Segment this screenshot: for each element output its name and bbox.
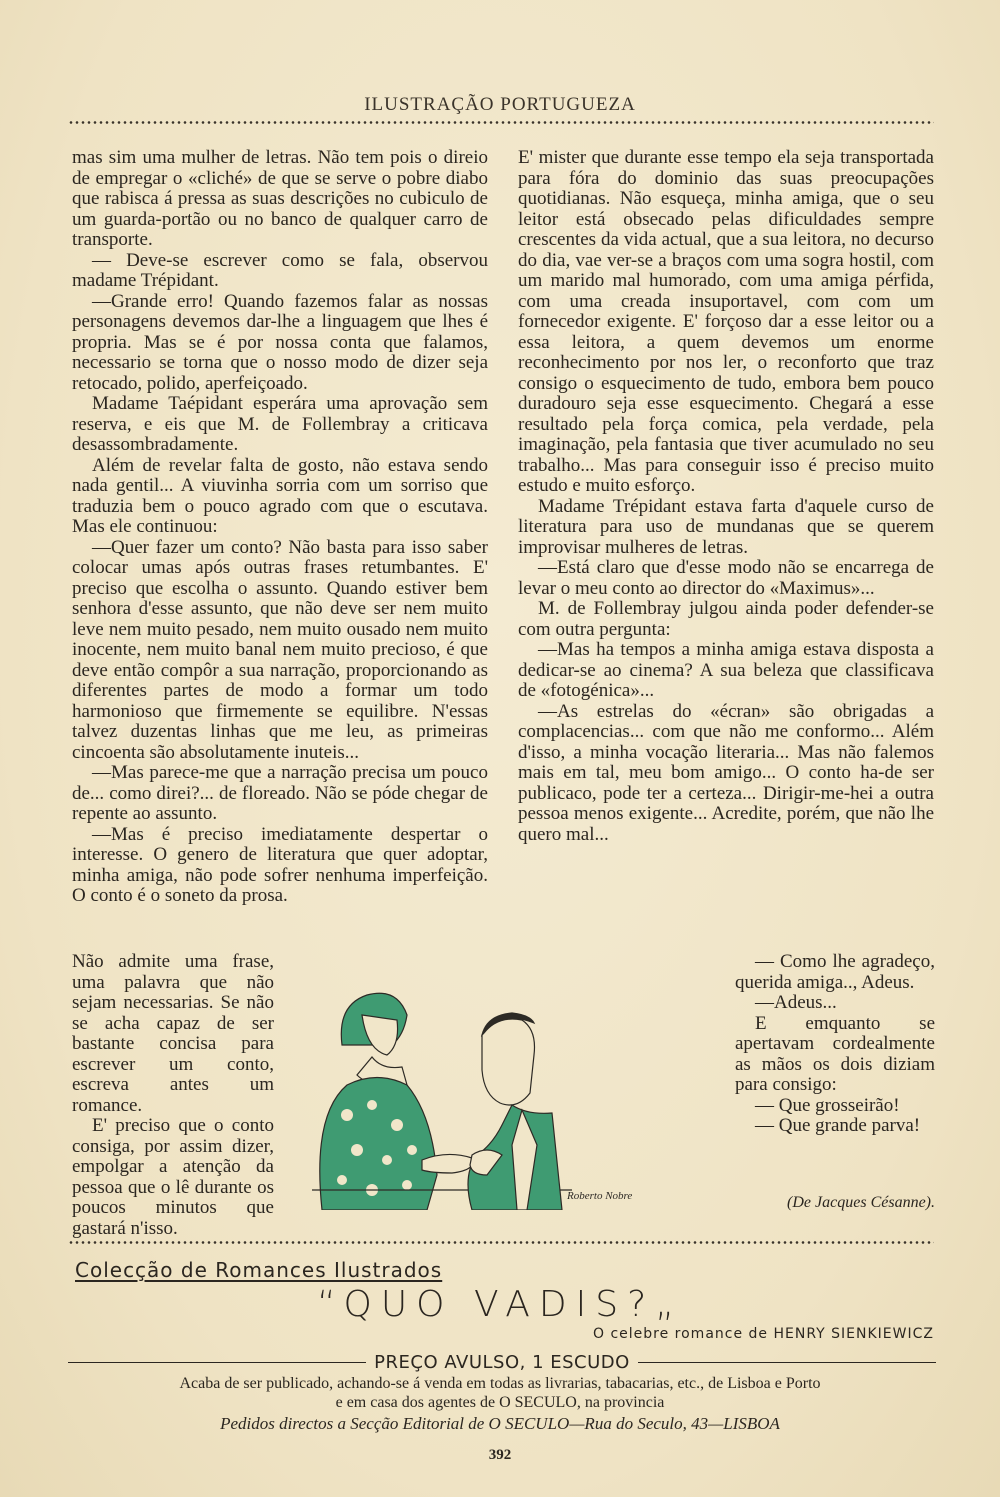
- paragraph: —Adeus...: [755, 992, 837, 1013]
- paragraph: —Mas é preciso imediatamente despertar o interesse. O genero de literatura que quer adoptar, minha amiga, não pode sofrer nenhuma imperfeição. O conto é o soneto da prosa.: [72, 823, 488, 906]
- paragraph: E emquanto se apertavam cordealmente as mãos os dois diziam para consigo:: [735, 1012, 935, 1095]
- paragraph: M. de Follembray julgou ainda poder defender-se com outra pergunta:: [518, 598, 934, 640]
- advert-line-2: e em casa dos agentes de O SECULO, na provincia: [335, 1394, 665, 1411]
- paragraph: — Que grosseirão!: [755, 1094, 900, 1116]
- paragraph: — Como lhe agradeço, querida amiga.., Adeus.: [735, 951, 935, 993]
- paragraph: E' preciso que o conto consiga, por assim dizer, empolgar a atenção da pessoa que o lê durante os poucos minutos que gastará n'isso.: [72, 1115, 274, 1239]
- paragraph: Madame Trépidant estava farta d'aquele curso de literatura para uso de mundanas que se querem improvisar mulheres de letras.: [518, 495, 934, 558]
- paragraph: Além de revelar falta de gosto, não estava sendo nada gentil... A viuvinha sorria com um sorriso que traduzia bem o pouco agrado com que o escutava. Mas ele continuou:: [72, 454, 488, 537]
- author-credit: (De Jacques Césanne).: [787, 1194, 935, 1211]
- paragraph: Madame Taépidant esperára uma aprovação sem reserva, e eis que M. de Follembray a criticava desassombradamente.: [72, 393, 488, 455]
- header-rule: [68, 120, 934, 125]
- running-header: ILUSTRAÇÃO PORTUGUEZA: [364, 94, 636, 115]
- paragraph: —As estrelas do «écran» são obrigadas a complacencias... com que não me conformo... Além d'isso, a minha vocação literaria... Mas não falemos mais em tal, meu bom amigo... O conto ha-de ser publicaco, pode ter a certeza... Dirigir-me-hei a outra pessoa menos exigente... Acredite, porém, que não lhe quero mal...: [518, 700, 934, 845]
- paragraph: Não admite uma frase, uma palavra que não sejam necessarias. Se não se acha capaz de ser bastante concisa para escrever um conto, escreva antes um romance.: [72, 951, 274, 1116]
- right-column: [518, 148, 934, 845]
- paragraph: —Mas parece-me que a narração precisa um pouco de... como direi?... de floreado. Não se póde chegar de repente ao assunto.: [72, 762, 488, 824]
- illustration-couple: [312, 975, 712, 1210]
- advert-orders: Pedidos directos a Secção Editorial de O SECULO—Rua do Seculo, 43—LISBOA: [220, 1414, 780, 1433]
- rule-right: [638, 1362, 936, 1363]
- paragraph: mas sim uma mulher de letras. Não tem pois o direio de empregar o «cliché» de que se serve o pobre diabo que rabisca á pressa as suas descrições no cubiculo de um guarda-portão ou no banco de qualquer carro de transporte.: [72, 147, 488, 250]
- paragraph: —Grande erro! Quando fazemos falar as nossas personagens devemos dar-lhe a linguagem que lhes é propria. Mas se é por nossa conta que falamos, necessario se torna que o nosso modo de dizer seja retocado, polido, aperfeiçoado.: [72, 290, 488, 394]
- advert-title: “QUO VADIS?„: [317, 1284, 683, 1325]
- advert-series: Colecção de Romances Ilustrados: [75, 1258, 443, 1282]
- narrow-right-column: [735, 952, 935, 1137]
- advert-price: PREÇO AVULSO, 1 ESCUDO: [374, 1351, 630, 1373]
- advert-rule: [68, 1240, 934, 1245]
- paragraph: — Que grande parva!: [755, 1115, 921, 1136]
- page-number: 392: [488, 1447, 512, 1463]
- artist-signature: Roberto Nobre: [567, 1190, 633, 1202]
- rule-left: [68, 1362, 366, 1363]
- paragraph: —Está claro que d'esse modo não se encarrega de levar o meu conto ao director do «Maximus»...: [518, 557, 934, 599]
- advert-author: O celebre romance de HENRY SIENKIEWICZ: [592, 1326, 934, 1342]
- advert-line-1: Acaba de ser publicado, achando-se á venda em todas as livrarias, tabacarias, etc., de Lisboa e Porto: [179, 1375, 821, 1392]
- left-column: [72, 148, 488, 907]
- narrow-left-column: [72, 952, 274, 1239]
- paragraph: —Quer fazer um conto? Não basta para isso saber colocar umas após outras frases retumbantes. E' preciso que escolha o assunto. Quando estiver bem senhora d'esse assunto, que não deve ser nem muito leve nem muito pesado, nem muito ousado nem muito inocente, nem muito banal nem muito precioso, é que deve então compôr a sua narração, proporcionando as diferentes partes de modo a formar um todo harmonioso que firmemente se equilibre. N'essas talvez duzentas linhas que me leu, as primeiras cincoenta são absolutamente inuteis...: [72, 536, 488, 763]
- paragraph: — Deve-se escrever como se fala, observou madame Trépidant.: [72, 249, 488, 291]
- paragraph: E' mister que durante esse tempo ela seja transportada para fóra do dominio das suas preocupações quotidianas. Não esqueça, minha amiga, que o seu leitor está obsecado pelas dificuldades sempre crescentes da vida actual, que a sua leitora, no decurso do dia, vae ver-se a braços com uma sogra hostil, com um marido mal humorado, com uma amiga pérfida, com uma creada insuportavel, com com um fornecedor exigente. E' forçoso dar a esse leitor ou a essa leitora, a quem devemos um enorme reconhecimento por nos ler, o reconforto que traz consigo o esquecimento de tudo, embora bem pouco duradouro seja esse esquecimento. Chegará a esse resultado pela força comica, pela verdade, pela imaginação, pela fantasia que tiver acumulado no seu trabalho... Mas para conseguir isso é preciso muito estudo e muito esforço.: [518, 147, 934, 496]
- advert-price-row: [68, 1350, 936, 1374]
- paragraph: —Mas ha tempos a minha amiga estava disposta a dedicar-se ao cinema? A sua beleza que classificava de «fotogénica»...: [518, 639, 934, 701]
